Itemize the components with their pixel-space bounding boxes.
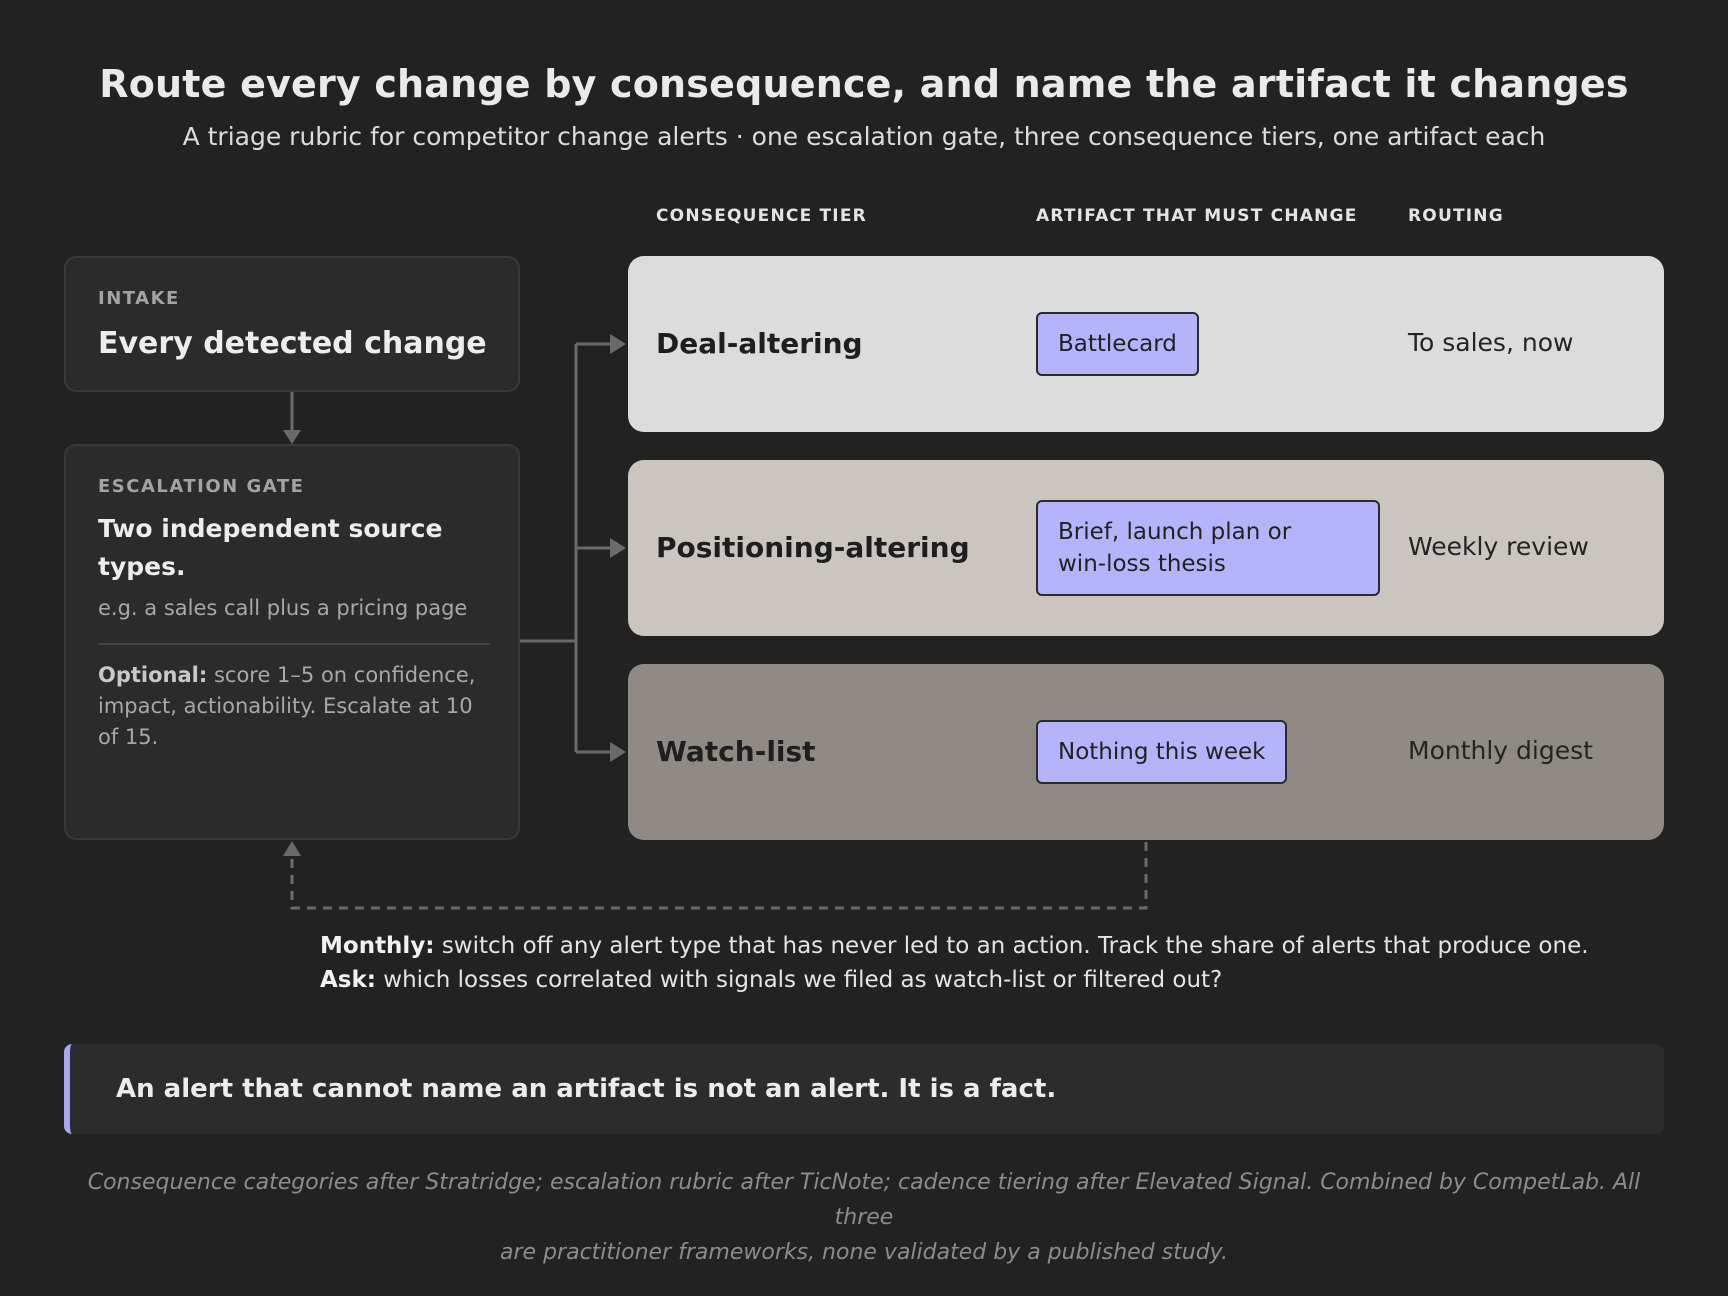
intake-text: Every detected change: [98, 326, 487, 361]
gate-label: ESCALATION GATE: [98, 476, 305, 497]
gate-optional-label: Optional:: [98, 663, 208, 687]
page-title: Route every change by consequence, and name the artifact it changes: [99, 62, 1629, 106]
tier-row-positioning-altering: [628, 460, 1664, 636]
footer-note: Consequence categories after Stratridge; escalation rubric after TicNote; cadence tiering after Elevated Signal. Combined by CompetLab. All three are practitioner frameworks, none validated by a published study.: [87, 1170, 1641, 1265]
gate-example: e.g. a sales call plus a pricing page: [98, 596, 468, 620]
gate-optional: [98, 660, 494, 753]
artifact-label: Brief, launch plan or win-loss thesis: [1058, 519, 1292, 577]
page-subtitle: A triage rubric for competitor change alerts · one escalation gate, three consequence tiers, one artifact each: [182, 122, 1546, 151]
feedback-arrowhead: [283, 841, 301, 856]
routing-watch: Monthly digest: [1408, 736, 1593, 765]
feedback-loop-line: [292, 842, 1146, 908]
intake-label: INTAKE: [98, 288, 180, 309]
tier-name-positioning: Positioning-altering: [656, 531, 970, 564]
column-header-artifact: ARTIFACT THAT MUST CHANGE: [1036, 206, 1358, 226]
column-header-routing: ROUTING: [1408, 206, 1504, 226]
tier-name-watch: Watch-list: [656, 735, 816, 768]
feedback-monthly: Monthly: switch off any alert type that has never led to an action. Track the share of alerts that produce one.: [320, 933, 1589, 959]
tier-row-watch-list: [628, 664, 1664, 840]
routing-deal: To sales, now: [1408, 328, 1574, 357]
tier-name-deal: Deal-altering: [656, 327, 863, 360]
artifact-label: Nothing this week: [1058, 739, 1266, 765]
gate-optional-text: score 1–5 on confidence, impact, actionability. Escalate at 10 of 15.: [98, 663, 476, 749]
column-header-tier: CONSEQUENCE TIER: [656, 206, 867, 226]
artifact-nothing: [1036, 720, 1287, 784]
artifact-brief: [1036, 500, 1380, 596]
artifact-battlecard: [1036, 312, 1199, 376]
escalation-gate-card: [64, 444, 520, 840]
gate-divider: [98, 643, 490, 645]
tier-row-deal-altering: [628, 256, 1664, 432]
routing-positioning: Weekly review: [1408, 532, 1589, 561]
gate-text-line2: types.: [98, 552, 186, 581]
artifact-label: Battlecard: [1058, 331, 1177, 357]
positioning-arrowhead: [610, 538, 626, 558]
intake-card: [64, 256, 520, 392]
callout-text: An alert that cannot name an artifact is not an alert. It is a fact.: [116, 1074, 1057, 1104]
watch-arrowhead: [610, 742, 626, 762]
feedback-ask: Ask: which losses correlated with signals we filed as watch-list or filtered out?: [320, 967, 1223, 993]
gate-text-line1: Two independent source: [98, 514, 443, 543]
callout-box: [64, 1044, 1664, 1134]
deal-arrowhead: [610, 334, 626, 354]
gate-arrowhead: [283, 430, 301, 444]
